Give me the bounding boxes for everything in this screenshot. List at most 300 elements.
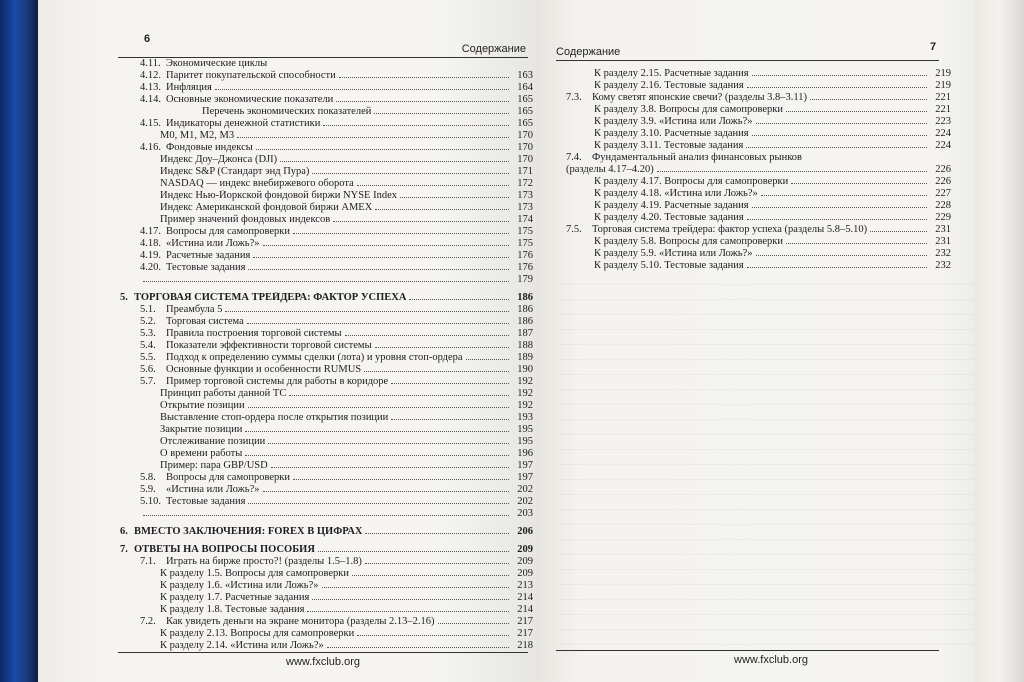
toc-entry [118,202,533,214]
toc-section-number: 5.5. [140,352,156,363]
toc-leader-dots [365,533,509,534]
toc-section-number: 7.2. [140,616,156,627]
toc-page-number: 232 [935,248,951,259]
toc-page-number: 173 [517,202,533,213]
toc-page-number: 192 [517,376,533,387]
toc-entry [118,292,533,304]
toc-entry [118,496,533,508]
toc-page-number: 163 [517,70,533,81]
toc-section-number: 4.18. [140,238,161,249]
toc-page-number: 209 [517,544,533,555]
toc-page-number: 217 [517,616,533,627]
show-through-line [560,540,980,555]
toc-leader-dots [365,563,509,564]
toc-entry [566,104,951,116]
toc-entry [118,592,533,604]
toc-section-number: 5.9. [140,484,156,495]
toc-leader-dots [345,335,509,336]
toc-entry [118,508,533,520]
toc-title: К разделу 1.7. Расчетные задания [160,592,310,603]
toc-page-number: 193 [517,412,533,423]
toc-entry [118,472,533,484]
toc-entry [118,274,533,286]
show-through-line [560,435,980,450]
toc-title: Расчетные задания [166,250,251,261]
toc-page-number: 190 [517,364,533,375]
toc-entry [566,224,951,236]
toc-page-number: 232 [935,260,951,271]
show-through-line [560,600,980,615]
show-through-line [560,405,980,420]
toc-entry [118,304,533,316]
toc-leader-dots [391,383,509,384]
toc-leader-dots [312,599,509,600]
toc-entry [566,116,951,128]
toc-leader-dots [374,113,509,114]
toc-entry [118,616,533,628]
toc-title: К разделу 3.11. Тестовые задания [594,140,744,151]
toc-leader-dots [786,111,927,112]
toc-leader-dots [791,183,927,184]
toc-title: Тестовые задания [166,496,246,507]
toc-entry [118,544,533,556]
toc-section-number: 4.17. [140,226,161,237]
toc-leader-dots [747,219,927,220]
book-cover-edge [0,0,38,682]
toc-leader-dots [143,515,509,516]
toc-leader-dots [248,407,509,408]
toc-leader-dots [746,147,927,148]
toc-leader-dots [364,371,509,372]
toc-title: Фондовые индексы [166,142,253,153]
toc-page-number: 175 [517,226,533,237]
toc-leader-dots [307,611,509,612]
toc-entry [566,80,951,92]
toc-page-number: 202 [517,496,533,507]
toc-title: Паритет покупательской способности [166,70,336,81]
toc-page-number: 224 [935,128,951,139]
toc-page-number: 228 [935,200,951,211]
toc-section-number: 5.2. [140,316,156,327]
toc-leader-dots [752,207,927,208]
toc-title: К разделу 1.6. «Истина или Ложь?» [160,580,319,591]
toc-entry [118,178,533,190]
toc-leader-dots [466,359,509,360]
toc-entry [118,142,533,154]
toc-leader-dots [786,243,927,244]
toc-title: Выставление стоп-ордера после открытия позиции [160,412,389,423]
toc-page-number: 196 [517,448,533,459]
toc-page-number: 170 [517,130,533,141]
toc-section-number: 4.13. [140,82,161,93]
toc-section-number: 4.14. [140,94,161,105]
show-through-text [560,270,980,650]
toc-leader-dots [391,419,509,420]
toc-entry [566,236,951,248]
toc-entry [566,248,951,260]
toc-entry [118,580,533,592]
toc-entry [118,388,533,400]
toc-leader-dots [322,587,510,588]
toc-page-number: 176 [517,262,533,273]
show-through-line [560,450,980,465]
toc-section-number: 7.1. [140,556,156,567]
toc-page-number: 192 [517,400,533,411]
toc-entry [118,70,533,82]
toc-entry [118,568,533,580]
toc-entry [118,328,533,340]
page-number-right: 7 [930,41,937,53]
toc-leader-dots [333,221,509,222]
toc-entry [118,340,533,352]
toc-title: Инфляция [166,82,212,93]
show-through-line [560,330,980,345]
toc-page-number: 219 [935,80,951,91]
show-through-line [560,510,980,525]
toc-entry [118,316,533,328]
header-rule-right [556,60,939,61]
toc-page-number: 197 [517,460,533,471]
toc-entry [118,364,533,376]
toc-leader-dots [225,311,509,312]
footer-url-left: www.fxclub.org [286,656,360,668]
toc-page-number: 165 [517,118,533,129]
toc-page-number: 186 [517,304,533,315]
toc-leader-dots [248,503,509,504]
show-through-line [560,315,980,330]
toc-entry [118,130,533,142]
toc-title: ВМЕСТО ЗАКЛЮЧЕНИЯ: FOREX В ЦИФРАХ [134,526,363,537]
toc-entry [566,140,951,152]
toc-leader-dots [289,395,509,396]
toc-section-number: 4.11. [140,58,161,69]
toc-leader-dots [375,347,509,348]
toc-section-number: 5.1. [140,304,156,315]
toc-leader-dots [336,101,509,102]
toc-leader-dots [248,269,509,270]
toc-leader-dots [237,137,509,138]
toc-page-number: 231 [935,224,951,235]
show-through-line [560,645,980,650]
toc-title: Торговая система [166,316,244,327]
toc-leader-dots [747,267,927,268]
toc-left [118,58,533,652]
footer-rule-left [118,652,528,653]
show-through-line [560,375,980,390]
toc-title: Открытие позиции [160,400,245,411]
toc-entry [118,526,533,538]
toc-section-number: 4.12. [140,70,161,81]
toc-title: Основные функции и особенности RUMUS [166,364,362,375]
toc-page-number: 214 [517,604,533,615]
toc-leader-dots [657,171,927,172]
toc-title: Индекс S&P (Стандарт энд Пура) [160,166,310,177]
toc-title: Индикаторы денежной статистики [166,118,321,129]
toc-page-number: 226 [935,164,951,175]
toc-title: К разделу 2.15. Расчетные задания [594,68,749,79]
toc-leader-dots [327,647,509,648]
toc-leader-dots [747,87,927,88]
toc-entry [118,436,533,448]
toc-title: К разделу 5.10. Тестовые задания [594,260,744,271]
toc-title: К разделу 3.8. Вопросы для самопроверки [594,104,783,115]
toc-entry [118,556,533,568]
show-through-line [560,300,980,315]
show-through-line [560,360,980,375]
toc-title: Торговая система трейдера: фактор успеха (разделы 5.8–5.10) [592,224,868,235]
toc-leader-dots [352,575,509,576]
footer-rule-right [556,650,939,651]
toc-entry [118,412,533,424]
show-through-line [560,495,980,510]
toc-page-number: 164 [517,82,533,93]
toc-page-number: 175 [517,238,533,249]
toc-title: ОТВЕТЫ НА ВОПРОСЫ ПОСОБИЯ [134,544,315,555]
toc-entry [566,164,951,176]
toc-leader-dots [271,467,509,468]
toc-title: Индекс Доу–Джонса (DJI) [160,154,278,165]
toc-leader-dots [247,323,509,324]
toc-leader-dots [438,623,509,624]
toc-title: Кому светят японские свечи? (разделы 3.8–3.11) [592,92,808,103]
toc-entry [118,250,533,262]
toc-leader-dots [312,173,509,174]
toc-leader-dots [245,431,509,432]
toc-entry [118,82,533,94]
toc-title: NASDAQ — индекс внебиржевого оборота [160,178,354,189]
toc-entry [118,238,533,250]
toc-page-number: 189 [517,352,533,363]
toc-section-number: 7.3. [566,92,582,103]
toc-entry [566,68,951,80]
show-through-line [560,525,980,540]
toc-entry [118,628,533,640]
toc-page-number: 197 [517,472,533,483]
toc-title: Тестовые задания [166,262,246,273]
toc-leader-dots [245,455,509,456]
toc-page-number: 195 [517,436,533,447]
toc-leader-dots [409,299,509,300]
toc-page-number: 203 [517,508,533,519]
toc-section-number: 4.15. [140,118,161,129]
show-through-line [560,555,980,570]
toc-leader-dots [400,197,509,198]
toc-page-number: 186 [517,292,533,303]
toc-leader-dots [253,257,509,258]
toc-leader-dots [339,77,509,78]
toc-title: К разделу 2.13. Вопросы для самопроверки [160,628,355,639]
toc-title: Показатели эффективности торговой системы [166,340,372,351]
toc-title: К разделу 3.10. Расчетные задания [594,128,749,139]
toc-entry [118,352,533,364]
toc-section-number: 5.8. [140,472,156,483]
toc-page-number: 188 [517,340,533,351]
toc-title: Играть на бирже просто?! (разделы 1.5–1.8) [166,556,362,567]
toc-title: К разделу 5.8. Вопросы для самопроверки [594,236,783,247]
toc-title: Закрытие позиции [160,424,243,435]
toc-title: Правила построения торговой системы [166,328,342,339]
footer-url-right: www.fxclub.org [734,654,808,666]
toc-page-number: 202 [517,484,533,495]
toc-title: Экономические циклы [166,58,268,69]
toc-leader-dots [263,245,509,246]
toc-page-number: 179 [517,274,533,285]
toc-leader-dots [293,233,509,234]
toc-entry [118,166,533,178]
toc-section-number: 5.10. [140,496,161,507]
toc-section-number: 4.20. [140,262,161,273]
toc-title: К разделу 4.20. Тестовые задания [594,212,744,223]
toc-title: Как увидеть деньги на экране монитора (разделы 2.13–2.16) [166,616,435,627]
toc-entry [118,448,533,460]
toc-leader-dots [357,635,509,636]
toc-section-number: 4.19. [140,250,161,261]
running-header-left: Содержание [461,43,526,55]
toc-entry [118,214,533,226]
toc-title: К разделу 5.9. «Истина или Ложь?» [594,248,753,259]
toc-section-number: 5.4. [140,340,156,351]
toc-leader-dots [280,161,509,162]
toc-title: К разделу 2.14. «Истина или Ложь?» [160,640,324,651]
toc-page-number: 187 [517,328,533,339]
toc-page-number: 172 [517,178,533,189]
toc-title: Пример торговой системы для работы в коридоре [166,376,389,387]
toc-section-number: 5.3. [140,328,156,339]
show-through-line [560,345,980,360]
toc-leader-dots [323,125,509,126]
toc-page-number: 218 [517,640,533,651]
toc-leader-dots [870,231,927,232]
toc-entry [118,118,533,130]
toc-leader-dots [756,123,928,124]
toc-section-number: 5.7. [140,376,156,387]
toc-page-number: 223 [935,116,951,127]
toc-page-number: 213 [517,580,533,591]
toc-page-number: 192 [517,388,533,399]
toc-page-number: 173 [517,190,533,201]
toc-title: К разделу 4.17. Вопросы для самопроверки [594,176,789,187]
toc-page-number: 221 [935,104,951,115]
toc-title: Вопросы для самопроверки [166,226,291,237]
toc-title: Пример: пара GBP/USD [160,460,268,471]
toc-page-number: 165 [517,94,533,105]
toc-page-number: 217 [517,628,533,639]
toc-entry [118,106,533,118]
toc-page-number: 176 [517,250,533,261]
show-through-line [560,270,980,285]
toc-leader-dots [263,491,509,492]
toc-page-number: 229 [935,212,951,223]
toc-section-number: 7.5. [566,224,582,235]
toc-leader-dots [318,551,509,552]
toc-page-number: 186 [517,316,533,327]
toc-title: М0, М1, М2, М3 [160,130,235,141]
toc-page-number: 195 [517,424,533,435]
page-number-left: 6 [144,33,151,45]
toc-section-number: 7. [120,544,128,555]
toc-entry [566,176,951,188]
toc-entry [118,604,533,616]
left-page [38,0,536,682]
toc-entry [118,640,533,652]
toc-leader-dots [293,479,509,480]
toc-title: Принцип работы данной ТС [160,388,287,399]
show-through-line [560,465,980,480]
toc-page-number: 226 [935,176,951,187]
toc-section-number: 5.6. [140,364,156,375]
toc-entry [566,212,951,224]
show-through-line [560,420,980,435]
toc-entry [118,400,533,412]
toc-entry [118,58,533,70]
toc-title: (разделы 4.17–4.20) [566,164,654,175]
toc-section-number: 7.4. [566,152,582,163]
toc-title: Подход к определению суммы сделки (лота) и уровня стоп-ордера [166,352,463,363]
toc-entry [566,128,951,140]
toc-title: Вопросы для самопроверки [166,472,291,483]
toc-page-number: 227 [935,188,951,199]
toc-page-number: 170 [517,142,533,153]
toc-entry [566,200,951,212]
toc-title: К разделу 4.19. Расчетные задания [594,200,749,211]
toc-leader-dots [756,255,928,256]
toc-page-number: 170 [517,154,533,165]
toc-leader-dots [810,99,927,100]
toc-page-number: 171 [517,166,533,177]
toc-title: К разделу 1.8. Тестовые задания [160,604,305,615]
show-through-line [560,480,980,495]
toc-leader-dots [761,195,927,196]
toc-title: К разделу 4.18. «Истина или Ложь?» [594,188,758,199]
toc-entry [118,154,533,166]
show-through-line [560,585,980,600]
toc-entry [118,460,533,472]
toc-entry [118,226,533,238]
toc-entry [118,94,533,106]
toc-page-number: 209 [517,568,533,579]
toc-leader-dots [215,89,509,90]
toc-entry [118,376,533,388]
toc-right [566,68,951,272]
toc-leader-dots [375,209,509,210]
toc-title: Основные экономические показатели [166,94,334,105]
toc-entry [566,152,951,164]
toc-section-number: 6. [120,526,128,537]
toc-title: Индекс Нью-Йоркской фондовой биржи NYSE Index [160,190,397,201]
toc-section-number: 5. [120,292,128,303]
toc-title: К разделу 1.5. Вопросы для самопроверки [160,568,349,579]
toc-section-number: 4.16. [140,142,161,153]
show-through-line [560,390,980,405]
toc-page-number: 231 [935,236,951,247]
toc-title: К разделу 2.16. Тестовые задания [594,80,744,91]
toc-page-number: 209 [517,556,533,567]
toc-page-number: 206 [517,526,533,537]
toc-title: Пример значений фондовых индексов [160,214,331,225]
toc-title: «Истина или Ложь?» [166,484,260,495]
toc-title: «Истина или Ложь?» [166,238,260,249]
show-through-line [560,285,980,300]
toc-page-number: 221 [935,92,951,103]
toc-page-number: 165 [517,106,533,117]
toc-leader-dots [268,443,509,444]
running-header-right: Содержание [556,46,621,58]
toc-title: О времени работы [160,448,243,459]
toc-title: Перечень экономических показателей [202,106,372,117]
toc-entry [566,92,951,104]
toc-entry [118,484,533,496]
toc-title: Фундаментальный анализ финансовых рынков [592,152,802,163]
